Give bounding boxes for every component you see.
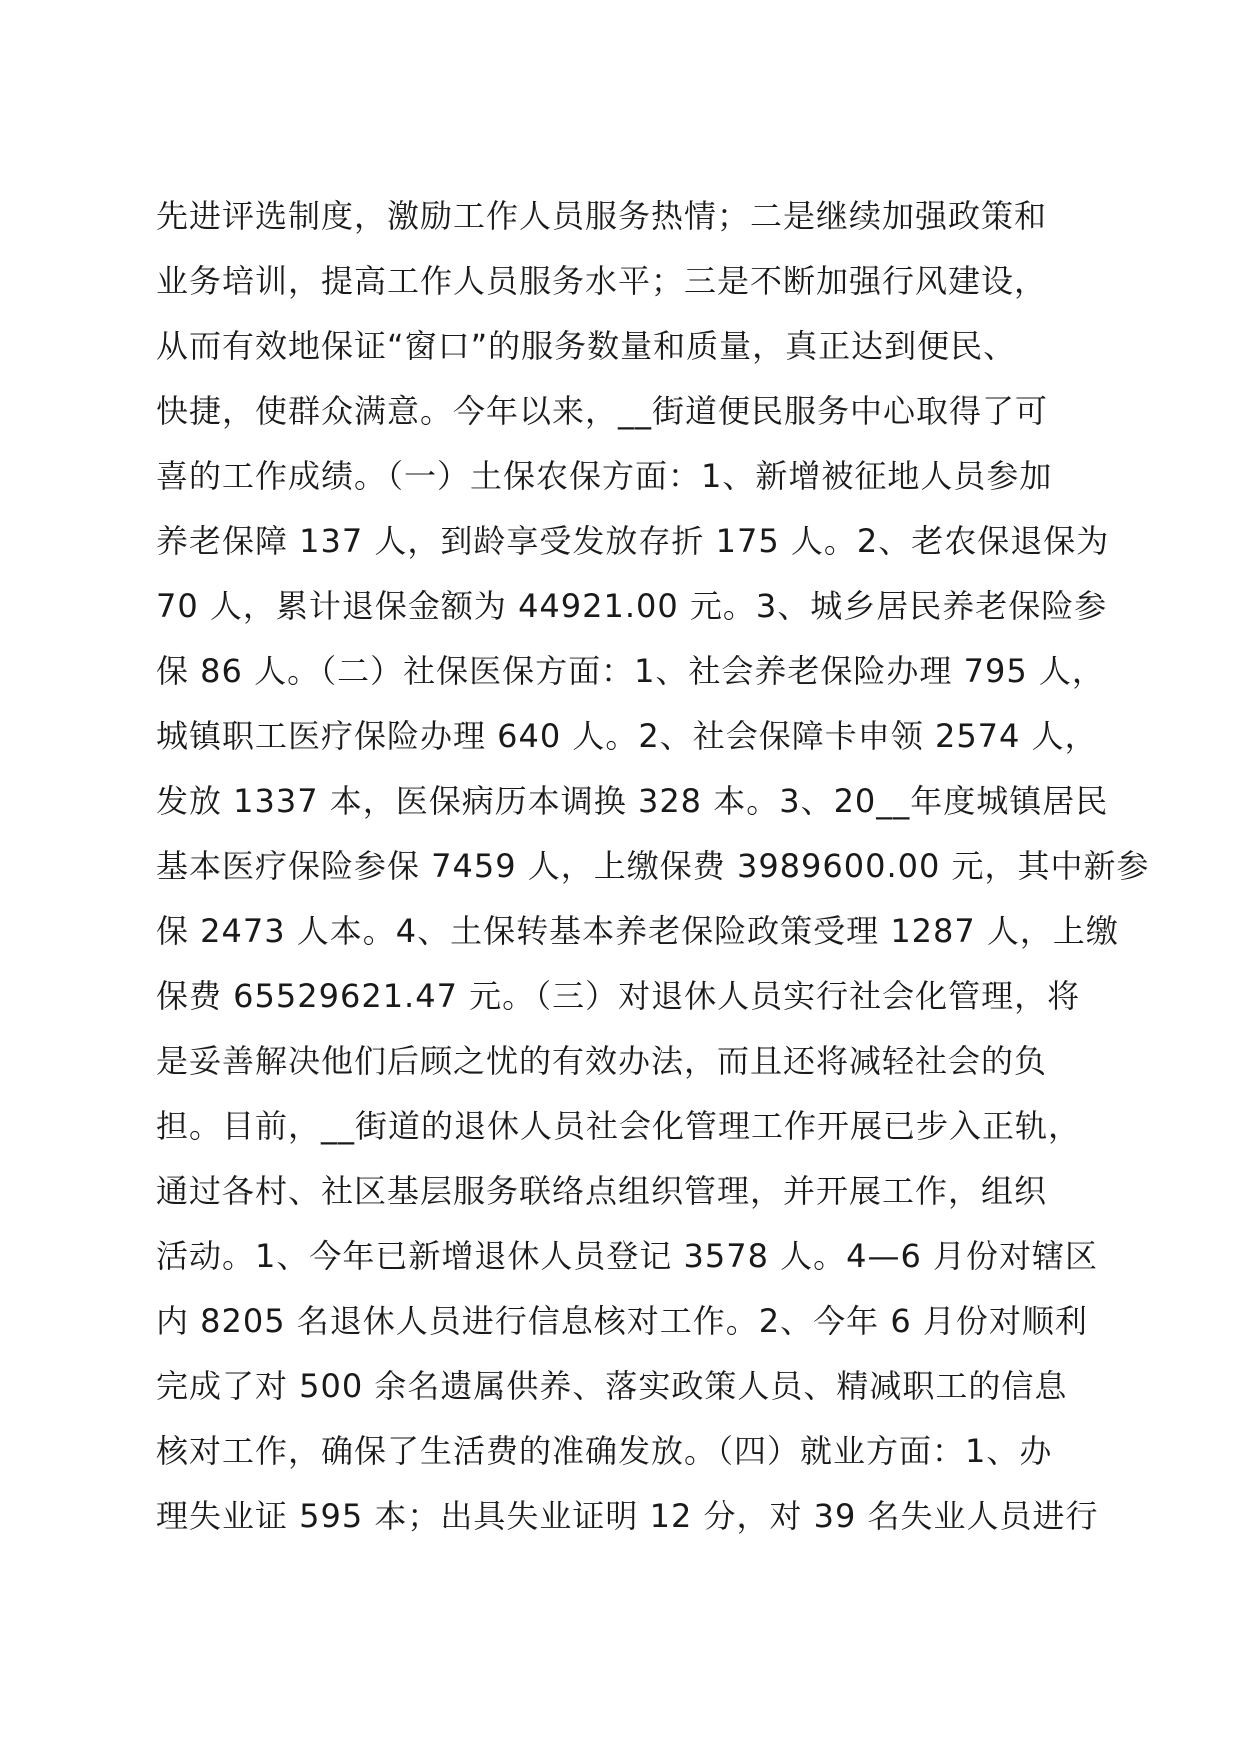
text-line-9: 城镇职工医疗保险办理 640 人。2、社会保障卡申领 2574 人， [156,717,1098,755]
text-line-1: 先进评选制度，激励工作人员服务热情；二是继续加强政策和 [156,197,1048,235]
text-line-12: 保 2473 人本。4、土保转基本养老保险政策受理 1287 人，上缴 [156,912,1119,950]
text-line-16: 通过各村、社区基层服务联络点组织管理，并开展工作，组织 [156,1172,1048,1210]
text-line-20: 核对工作，确保了生活费的准确发放。（四）就业方面：1、办 [156,1432,1053,1470]
body-paragraph [156,184,1150,1549]
text-line-19: 完成了对 500 余名遗属供养、落实政策人员、精减职工的信息 [156,1367,1068,1405]
text-line-2: 业务培训，提高工作人员服务水平；三是不断加强行风建设， [156,262,1048,300]
text-line-8: 保 86 人。（二）社保医保方面：1、社会养老保险办理 795 人， [156,652,1105,690]
text-line-21: 理失业证 595 本；出具失业证明 12 分，对 39 名失业人员进行 [156,1497,1099,1535]
text-line-15: 担。目前，__街道的退休人员社会化管理工作开展已步入正轨， [156,1107,1082,1145]
text-line-4: 快捷，使群众满意。今年以来，__街道便民服务中心取得了可 [156,392,1049,430]
text-line-14: 是妥善解决他们后顾之忧的有效办法，而且还将减轻社会的负 [156,1042,1048,1080]
text-line-11: 基本医疗保险参保 7459 人，上缴保费 3989600.00 元，其中新参 [156,847,1150,885]
text-line-13: 保费 65529621.47 元。（三）对退休人员实行社会化管理，将 [156,977,1081,1015]
text-line-7: 70 人，累计退保金额为 44921.00 元。3、城乡居民养老保险参 [156,587,1108,625]
text-line-17: 活动。1、今年已新增退休人员登记 3578 人。4—6 月份对辖区 [156,1237,1099,1275]
text-line-10: 发放 1337 本，医保病历本调换 328 本。3、20__年度城镇居民 [156,782,1109,820]
text-line-6: 养老保障 137 人，到龄享受发放存折 175 人。2、老农保退保为 [156,522,1110,560]
text-line-5: 喜的工作成绩。（一）土保农保方面：1、新增被征地人员参加 [156,457,1053,495]
text-line-18: 内 8205 名退休人员进行信息核对工作。2、今年 6 月份对顺利 [156,1302,1088,1340]
text-line-3: 从而有效地保证“窗口”的服务数量和质量，真正达到便民、 [156,327,1017,365]
